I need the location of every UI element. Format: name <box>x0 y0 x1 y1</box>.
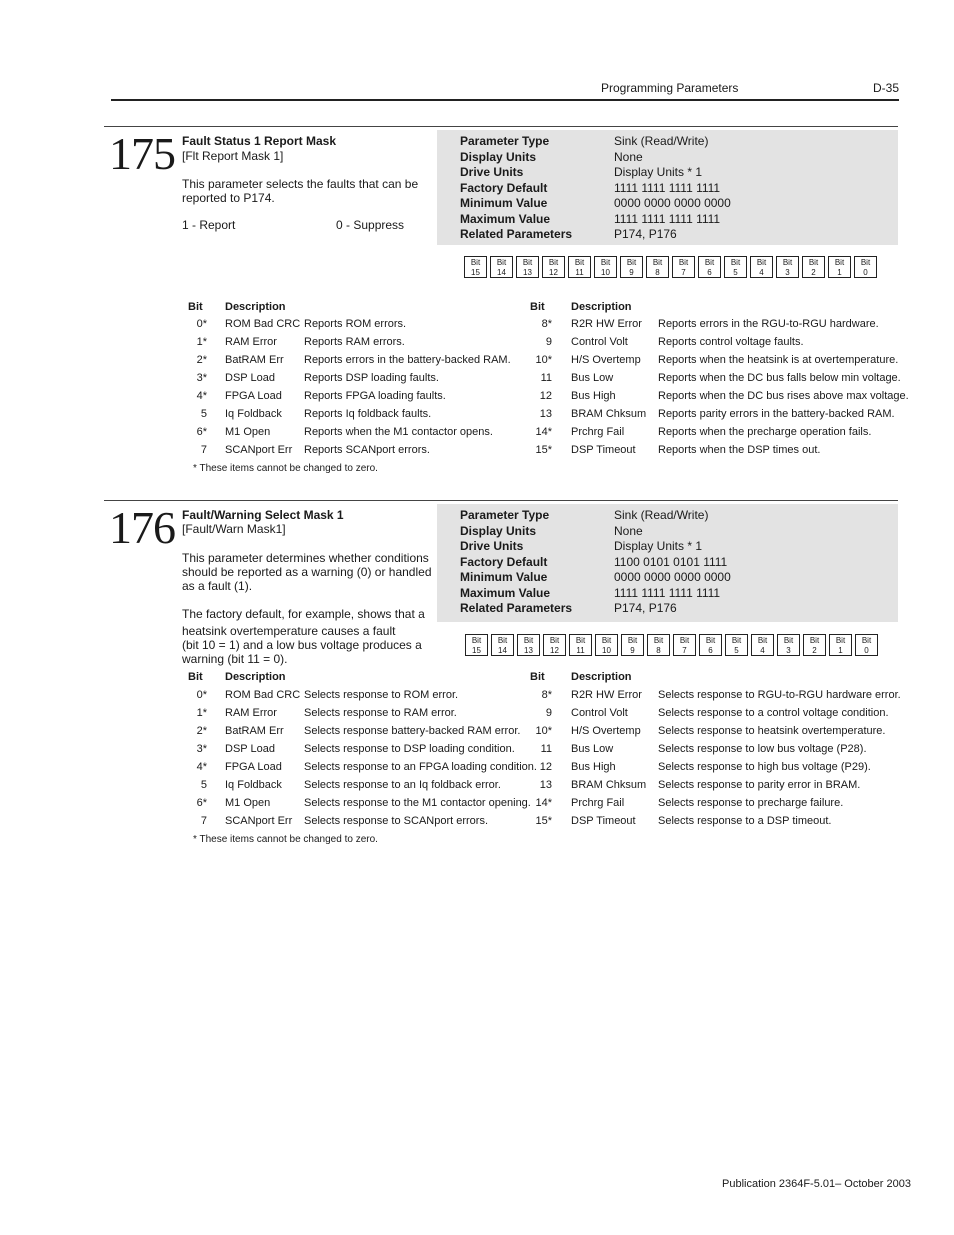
col-header-description: Description <box>571 671 632 683</box>
bit-number: 4* <box>196 761 207 773</box>
info-label: Related Parameters <box>460 227 573 241</box>
info-label: Parameter Type <box>460 134 550 148</box>
bit-desc: Reports FPGA loading faults. <box>304 390 446 402</box>
bit-name: DSP Timeout <box>571 815 636 827</box>
bit-name: SCANport Err <box>225 444 293 456</box>
bit-header-bar <box>464 256 880 278</box>
bit-desc: Reports errors in the RGU-to-RGU hardware. <box>658 318 879 330</box>
bit-cell: Bit 8 <box>646 256 669 278</box>
bit-name: DSP Load <box>225 743 275 755</box>
info-value: 1111 1111 1111 1111 <box>614 211 721 226</box>
bit-number: 9 <box>545 336 552 348</box>
bit-cell: Bit 3 <box>777 634 800 656</box>
info-label: Minimum Value <box>460 570 548 584</box>
param-example-line3: (bit 10 = 1) and a low bus voltage produces a warning (bit 11 = 0). <box>182 638 422 666</box>
bit-cell: Bit 4 <box>750 256 773 278</box>
info-value: None <box>614 149 643 164</box>
bit-name: DSP Load <box>225 372 275 384</box>
col-header-bit: Bit <box>188 671 203 683</box>
bit-name: R2R HW Error <box>571 689 642 701</box>
table-row <box>0 408 954 426</box>
bit-number: 5 <box>200 408 207 420</box>
bit-desc: Reports when the DC bus falls below min voltage. <box>658 372 901 384</box>
bit-name: BRAM Chksum <box>571 408 647 420</box>
bit-cell: Bit 10 <box>594 256 617 278</box>
bit-number: 9 <box>545 707 552 719</box>
table-row <box>0 761 954 779</box>
legend-suppress: 0 - Suppress <box>336 218 405 232</box>
bit-number: 10* <box>535 354 552 366</box>
col-header-bit: Bit <box>530 301 545 313</box>
bit-number: 14* <box>535 797 552 809</box>
bit-desc: Selects response to high bus voltage (P29). <box>658 761 871 773</box>
param-description: This parameter selects the faults that can be reported to P174. <box>182 177 419 205</box>
info-label: Display Units <box>460 149 537 164</box>
info-value: Sink (Read/Write) <box>614 134 709 148</box>
bit-desc: Reports when the precharge operation fails. <box>658 426 872 438</box>
bit-cell: Bit 5 <box>724 256 747 278</box>
bit-name: ROM Bad CRC <box>225 318 301 330</box>
bit-cell: Bit 13 <box>516 256 539 278</box>
info-value: Sink (Read/Write) <box>614 508 709 522</box>
footnote: * These items cannot be changed to zero. <box>193 834 378 845</box>
param-info-box <box>437 504 898 622</box>
bit-name: H/S Overtemp <box>571 354 641 366</box>
param-info-box <box>437 130 898 245</box>
bit-cell: Bit 11 <box>568 256 591 278</box>
bit-name: Iq Foldback <box>225 408 282 420</box>
info-label: Factory Default <box>460 554 548 569</box>
bit-number: 11 <box>540 372 552 384</box>
table-row <box>0 318 954 336</box>
col-header-bit: Bit <box>188 301 203 313</box>
info-value: 0000 0000 0000 0000 <box>614 196 731 210</box>
bit-desc: Selects response to a DSP timeout. <box>658 815 832 827</box>
bit-name: M1 Open <box>225 797 271 809</box>
bit-cell: Bit 6 <box>698 256 721 278</box>
info-label: Maximum Value <box>460 585 551 600</box>
bit-number: 14* <box>535 426 552 438</box>
bit-cell: Bit 0 <box>855 634 878 656</box>
bit-number: 4* <box>196 390 207 402</box>
bit-cell: Bit 5 <box>725 634 748 656</box>
bit-desc: Reports errors in the battery-backed RAM. <box>304 354 511 366</box>
bit-cell: Bit 10 <box>595 634 618 656</box>
page-number: D-35 <box>873 81 900 95</box>
col-header-description: Description <box>571 301 632 313</box>
bit-number: 10* <box>535 725 552 737</box>
info-label: Factory Default <box>460 180 548 195</box>
info-value: 1111 1111 1111 1111 <box>614 585 721 600</box>
bit-name: Iq Foldback <box>225 779 282 791</box>
bit-number: 1* <box>196 707 207 719</box>
bit-desc: Reports control voltage faults. <box>658 336 804 348</box>
bit-number: 15* <box>535 444 552 456</box>
param-name: Fault/Warning Select Mask 1 <box>182 508 344 522</box>
bit-number: 7 <box>200 444 207 456</box>
bit-number: 6* <box>196 426 207 438</box>
bit-number: 13 <box>539 408 552 420</box>
bit-name: Bus High <box>571 761 616 773</box>
table-row <box>0 689 954 707</box>
bit-cell: Bit 3 <box>776 256 799 278</box>
bit-cell: Bit 12 <box>543 634 566 656</box>
bit-name: Prchrg Fail <box>571 797 625 809</box>
bit-number: 8* <box>541 689 552 701</box>
param-example-line1: The factory default, for example, shows that a <box>182 607 425 621</box>
bit-number: 15* <box>535 815 552 827</box>
bit-number: 2* <box>196 725 207 737</box>
bit-cell: Bit 1 <box>829 634 852 656</box>
bit-name: Control Volt <box>571 336 628 348</box>
bit-number: 1* <box>196 336 207 348</box>
info-label: Minimum Value <box>460 196 548 210</box>
bit-cell: Bit 2 <box>803 634 826 656</box>
param-example-line2: heatsink overtemperature causes a fault <box>182 624 396 638</box>
bit-cell: Bit 7 <box>673 634 696 656</box>
bit-number: 0* <box>196 689 207 701</box>
bit-name: R2R HW Error <box>571 318 642 330</box>
info-value: 1100 0101 0101 1111 <box>614 554 728 569</box>
bit-desc: Reports parity errors in the battery-backed RAM. <box>658 408 895 420</box>
bit-number: 11 <box>540 743 552 755</box>
bit-desc: Selects response to SCANport errors. <box>304 815 489 827</box>
bit-desc: Selects response to low bus voltage (P28). <box>658 743 867 755</box>
bit-name: ROM Bad CRC <box>225 689 301 701</box>
bit-cell: Bit 1 <box>828 256 851 278</box>
bit-name: BatRAM Err <box>225 725 284 737</box>
bit-cell: Bit 14 <box>491 634 514 656</box>
table-row <box>0 354 954 372</box>
section-rule-176 <box>104 500 898 501</box>
bit-cell: Bit 9 <box>620 256 643 278</box>
param-alias: [Fault/Warn Mask1] <box>182 522 286 536</box>
section-rule-175 <box>104 126 898 127</box>
bit-cell: Bit 15 <box>464 256 487 278</box>
info-label: Parameter Type <box>460 508 550 522</box>
bit-number: 13 <box>539 779 552 791</box>
bit-cell: Bit 2 <box>802 256 825 278</box>
bit-name: RAM Error <box>225 336 277 348</box>
bit-desc: Selects response battery-backed RAM error. <box>304 725 521 737</box>
info-label: Related Parameters <box>460 601 573 615</box>
info-value: Display Units * 1 <box>614 539 703 553</box>
bit-header-bar <box>465 634 881 656</box>
publication-footer: Publication 2364F-5.01– October 2003 <box>722 1178 911 1190</box>
footnote: * These items cannot be changed to zero. <box>193 463 378 474</box>
param-number: 176 <box>109 502 175 553</box>
bit-cell: Bit 11 <box>569 634 592 656</box>
bit-name: DSP Timeout <box>571 444 636 456</box>
bit-desc: Reports ROM errors. <box>304 318 407 330</box>
param-alias: [Flt Report Mask 1] <box>182 149 284 163</box>
info-value: None <box>614 523 643 538</box>
bit-desc: Selects response to DSP loading condition. <box>304 743 515 755</box>
bit-cell: Bit 14 <box>490 256 513 278</box>
param-description: This parameter determines whether conditions should be reported as a warning (0) or handled as a fault (1). <box>182 551 432 593</box>
bit-name: M1 Open <box>225 426 271 438</box>
param-name: Fault Status 1 Report Mask <box>182 134 337 148</box>
param-number: 175 <box>109 128 175 179</box>
bit-cell: Bit 7 <box>672 256 695 278</box>
bit-name: Prchrg Fail <box>571 426 625 438</box>
bit-cell: Bit 9 <box>621 634 644 656</box>
legend-report: 1 - Report <box>182 218 236 232</box>
bit-name: Bus Low <box>571 372 614 384</box>
bit-desc: Reports DSP loading faults. <box>304 372 439 384</box>
bit-desc: Selects response to precharge failure. <box>658 797 844 809</box>
table-row <box>0 707 954 725</box>
bit-cell: Bit 15 <box>465 634 488 656</box>
bit-cell: Bit 8 <box>647 634 670 656</box>
table-row <box>0 444 954 462</box>
table-row <box>0 426 954 444</box>
bit-cell: Bit 6 <box>699 634 722 656</box>
info-label: Drive Units <box>460 539 524 553</box>
table-row <box>0 372 954 390</box>
bit-name: FPGA Load <box>225 761 282 773</box>
info-value: Display Units * 1 <box>614 165 703 179</box>
bit-desc: Reports Iq foldback faults. <box>304 408 432 420</box>
bit-desc: Selects response to an Iq foldback error. <box>304 779 501 791</box>
bit-desc: Selects response to an FPGA loading condition. <box>304 761 537 773</box>
table-row <box>0 815 954 833</box>
bit-desc: Reports when the DC bus rises above max voltage. <box>658 390 909 402</box>
table-row <box>0 725 954 743</box>
col-header-description: Description <box>225 671 286 683</box>
bit-cell: Bit 13 <box>517 634 540 656</box>
bit-desc: Selects response to parity error in BRAM. <box>658 779 861 791</box>
table-row <box>0 779 954 797</box>
bit-name: Control Volt <box>571 707 628 719</box>
table-row <box>0 743 954 761</box>
page-header-title: Programming Parameters <box>601 81 739 95</box>
bit-name: BatRAM Err <box>225 354 284 366</box>
bit-number: 8* <box>541 318 552 330</box>
bit-name: BRAM Chksum <box>571 779 647 791</box>
col-header-description: Description <box>225 301 286 313</box>
bit-desc: Reports when the DSP times out. <box>658 444 821 456</box>
bit-number: 7 <box>200 815 207 827</box>
bit-desc: Reports RAM errors. <box>304 336 405 348</box>
bit-cell: Bit 0 <box>854 256 877 278</box>
bit-desc: Selects response to the M1 contactor opening. <box>304 797 531 809</box>
col-header-bit: Bit <box>530 671 545 683</box>
bit-desc: Selects response to RGU-to-RGU hardware error. <box>658 689 901 701</box>
bit-desc: Selects response to ROM error. <box>304 689 459 701</box>
bit-name: SCANport Err <box>225 815 293 827</box>
bit-number: 3* <box>196 743 207 755</box>
bit-name: Bus High <box>571 390 616 402</box>
bit-desc: Reports SCANport errors. <box>304 444 430 456</box>
info-value: 0000 0000 0000 0000 <box>614 570 731 584</box>
info-label: Maximum Value <box>460 211 551 226</box>
bit-name: RAM Error <box>225 707 277 719</box>
bit-number: 3* <box>196 372 207 384</box>
info-value: P174, P176 <box>614 601 677 615</box>
bit-desc: Reports when the M1 contactor opens. <box>304 426 493 438</box>
bit-cell: Bit 12 <box>542 256 565 278</box>
bit-name: FPGA Load <box>225 390 282 402</box>
info-value: P174, P176 <box>614 227 677 241</box>
bit-number: 12 <box>539 390 552 402</box>
header-rule <box>111 99 899 101</box>
info-value: 1111 1111 1111 1111 <box>614 180 721 195</box>
bit-number: 5 <box>200 779 207 791</box>
bit-number: 6* <box>196 797 207 809</box>
bit-number: 2* <box>196 354 207 366</box>
bit-cell: Bit 4 <box>751 634 774 656</box>
info-label: Display Units <box>460 523 537 538</box>
bit-desc: Reports when the heatsink is at overtemperature. <box>658 354 899 366</box>
table-row <box>0 797 954 815</box>
bit-number: 12 <box>539 761 552 773</box>
bit-desc: Selects response to a control voltage condition. <box>658 707 889 719</box>
bit-number: 0* <box>196 318 207 330</box>
bit-name: H/S Overtemp <box>571 725 641 737</box>
table-row <box>0 336 954 354</box>
bit-name: Bus Low <box>571 743 614 755</box>
bit-desc: Selects response to RAM error. <box>304 707 457 719</box>
bit-desc: Selects response to heatsink overtemperature. <box>658 725 886 737</box>
info-label: Drive Units <box>460 165 524 179</box>
table-row <box>0 390 954 408</box>
